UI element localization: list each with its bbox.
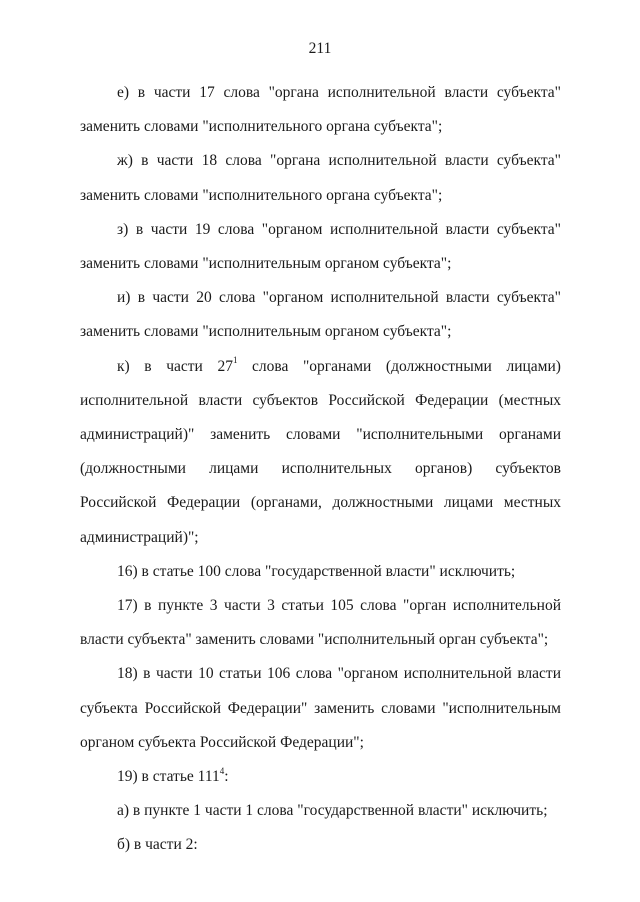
word: слова (252, 357, 289, 375)
paragraph-a: а) в пункте 1 части 1 слова "государственной власти" исключить; (117, 802, 548, 820)
document-body (80, 76, 561, 863)
word: части (166, 357, 203, 375)
word: в (144, 357, 152, 375)
paragraph-19: 19) в статье $111^4$: (117, 765, 229, 786)
paragraph-16: 16) в статье 100 слова "государственной власти" исключить; (117, 562, 516, 580)
paragraph-z: з) в части 19 слова "органом исполнительной власти субъекта" заменить словами "исполнительным органом субъекта"; (80, 220, 561, 273)
word: (должностными (385, 357, 492, 375)
word: к) (117, 357, 130, 375)
paragraph-b: б) в части 2: (117, 836, 198, 854)
paragraph-k (80, 350, 561, 555)
paragraph-17: 17) в пункте 3 части 3 статьи 105 слова "орган исполнительной власти субъекта" заменить словами "исполнительный орган субъекта"; (80, 597, 561, 649)
paragraph-k-rest: исполнительной власти субъектов Российской Федерации (местных администраций)" заменить словами "исполнительными органами (должностными лицами исполнительных органов) субъектов Российской Федерации (органами, должностными лицами местных администраций)"; (80, 391, 561, 546)
word: "органами (302, 357, 372, 375)
word: лицами) (506, 357, 561, 375)
superscript: 4 (219, 765, 225, 776)
paragraph-k-first-line (80, 350, 561, 384)
paragraph-i: и) в части 20 слова "органом исполнительной власти субъекта" заменить словами "исполнительным органом субъекта"; (80, 289, 561, 341)
superscript: 1 (232, 355, 238, 366)
page-number: 211 (308, 40, 332, 57)
paragraph-e: е) в части 17 слова "органа исполнительной власти субъекта" заменить словами "исполнительного органа субъекта"; (80, 84, 561, 136)
paragraph-18: 18) в части 10 статьи 106 слова "органом исполнительной власти субъекта Российской Федерации" заменить словами "исполнительным органом субъекта Российской Федерации"; (80, 665, 561, 751)
paragraph-zh: ж) в части 18 слова "органа исполнительной власти субъекта" заменить словами "исполнительного органа субъекта"; (80, 152, 561, 204)
article-number: $27^1$ (217, 355, 238, 375)
